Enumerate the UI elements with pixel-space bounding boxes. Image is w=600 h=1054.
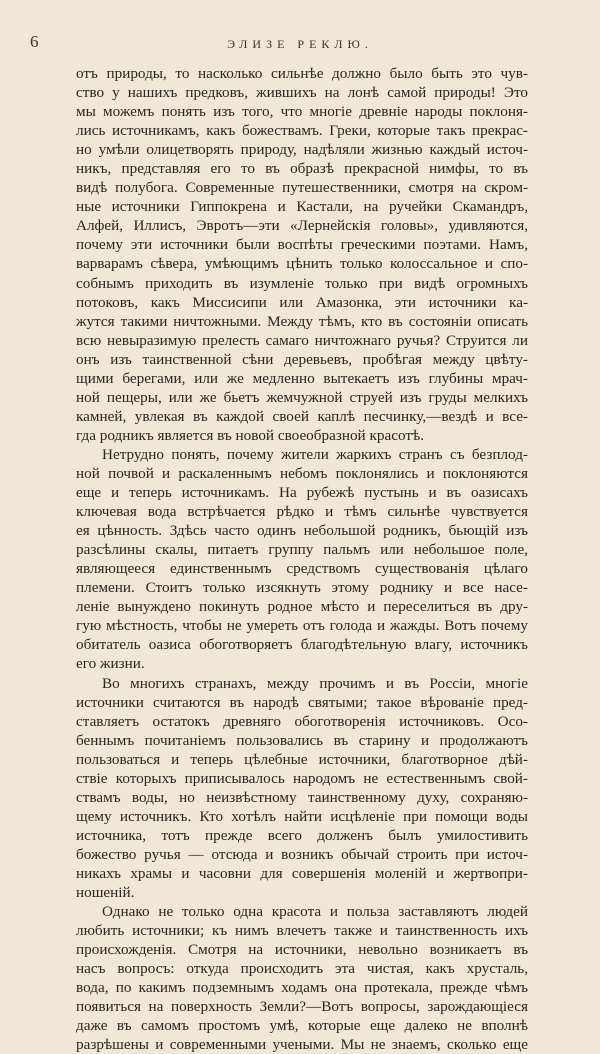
text-line: онъ изъ таинственной сѣни деревьевъ, пробѣгая между цвѣту-	[76, 350, 528, 368]
text-line: почему эти источники были воспѣты греческими поэтами. Намъ,	[76, 236, 528, 254]
text-line: источники считаются въ народѣ святыми; такое вѣрованіе пред-	[76, 693, 528, 711]
running-title: ЭЛИЗЕ РЕКЛЮ.	[227, 37, 373, 51]
text-line: гую мѣстность, чтобы не умереть отъ голода и жажды. Вотъ почему	[76, 617, 528, 635]
text-line: еще и теперь источникамъ. На рубежѣ пустынь и въ оазисахъ	[76, 484, 528, 502]
text-line: источника, тотъ прежде всего долженъ былъ умилостивить	[76, 826, 528, 844]
text-line: являющееся единственнымъ средствомъ существованія цѣлаго	[76, 560, 528, 578]
text-line: Однако не только одна красота и польза заставляютъ людей	[102, 903, 528, 921]
text-line: ствіе которыхъ приписывалось народомъ не естественнымъ свой-	[76, 769, 528, 787]
text-line: ношеній.	[76, 884, 135, 902]
text-line: Алфей, Иллисъ, Эвротъ—эти «Лернейскія головы», удивляются,	[76, 217, 528, 235]
text-line: камней, увлекая въ каждой своей каплѣ песчинку,—вездѣ и все-	[76, 407, 528, 425]
text-line: отъ природы, то насколько сильнѣе должно было быть это чув-	[76, 65, 528, 82]
text-line: разрѣшены и современными учеными. Мы не знаемъ, сколько еще	[76, 1036, 528, 1054]
text-line: его жизни.	[76, 655, 145, 673]
text-line: Во многихъ странахъ, между прочимъ и въ Россіи, многіе	[102, 674, 528, 692]
text-line: видѣ полубога. Современные путешественники, смотря на скром-	[76, 179, 528, 197]
text-line: обитатель оазиса обоготворяетъ благодѣтельную влагу, источникъ	[76, 636, 528, 654]
text-line: вода, по какимъ подземнымъ ходамъ она протекала, прежде чѣмъ	[76, 979, 528, 997]
paragraph	[76, 902, 528, 1054]
text-line: ной почвой и раскаленнымъ небомъ поклонялись и поклоняются	[76, 464, 528, 482]
text-line: любить источники; къ нимъ влечетъ также и таинственность ихъ	[76, 922, 528, 940]
text-line: лись источникамъ, какъ божествамъ. Греки, которые такъ прекрас-	[76, 122, 528, 140]
text-line: но умѣли олицетворять природу, надѣляли жизнью каждый источ-	[76, 141, 528, 159]
text-line: всю невыразимую прелесть самаго ничтожнаго ручья? Струится ли	[76, 331, 528, 349]
text-line: пользоваться и теперь цѣлебные источники, благотворное дѣй-	[76, 750, 528, 768]
text-line: потоковъ, какъ Миссисипи или Амазонка, эти источники ка-	[76, 293, 528, 311]
text-line: собнымъ приходить въ изумленіе только при видѣ огромныхъ	[76, 274, 528, 292]
text-line: жутся такими ничтожными. Между тѣмъ, кто въ состояніи описать	[76, 312, 528, 330]
text-line: племени. Стоитъ только изсякнуть этому роднику и все насе-	[76, 579, 528, 597]
text-line: ея цѣнность. Здѣсь часто одинъ небольшой родникъ, бьющій изъ	[76, 522, 528, 540]
text-line: ные источники Гиппокрена и Кастали, на ручейки Скамандръ,	[76, 198, 528, 216]
body-text	[76, 64, 528, 1054]
text-line: варварамъ сѣвера, умѣющимъ цѣнить только колоссальное и спо-	[76, 255, 528, 273]
text-line: происхожденія. Смотря на источники, невольно возникаетъ въ	[76, 941, 528, 959]
text-line: ствамъ воды, но неизвѣстному таинственному духу, сохраняю-	[76, 788, 528, 806]
text-line: щими берегами, или же медленно вытекаетъ изъ глубины мрач-	[76, 369, 528, 387]
page-number: 6	[30, 32, 39, 51]
text-line: ной пещеры, или же бьетъ жемчужной струей изъ груды мелкихъ	[76, 388, 528, 406]
text-line: появиться на поверхность Земли?—Вотъ вопросы, зарождающіеся	[76, 998, 528, 1016]
paragraph	[76, 445, 528, 674]
text-line: даже въ самомъ простомъ умѣ, которые еще далеко не вполнѣ	[76, 1017, 528, 1035]
text-line: ключевая вода встрѣчается рѣдко и тѣмъ сильнѣе чувствуется	[76, 503, 528, 521]
text-line: гда родникъ является въ новой своеобразной красотѣ.	[76, 426, 425, 444]
text-line: разсѣлины скалы, питаетъ группу пальмъ или небольшое поле,	[76, 541, 528, 559]
text-line: никахъ храмы и часовни для совершенія моленій и жертвопри-	[76, 864, 528, 882]
text-line: беннымъ почитаніемъ пользовались въ старину и продолжаютъ	[76, 731, 528, 749]
paragraph	[76, 64, 528, 445]
text-line: никъ, представляя его то въ образѣ прекрасной нимфы, то въ	[76, 160, 528, 178]
text-line: Нетрудно понять, почему жители жаркихъ странъ съ безплод-	[102, 445, 528, 463]
text-line: мы можемъ понять изъ того, что многіе древніе народы поклоня-	[76, 103, 528, 121]
paragraph	[76, 674, 528, 903]
text-line: ставляетъ остатокъ древняго обоготворенія источниковъ. Осо-	[76, 712, 528, 730]
text-line: насъ вопросъ: откуда происходитъ эта чистая, какъ хрусталь,	[76, 960, 528, 978]
text-line: ство у нашихъ предковъ, жившихъ на лонѣ самой природы! Это	[76, 84, 528, 102]
text-line: щему источникъ. Кто хотѣлъ найти исцѣленіе при помощи воды	[76, 807, 528, 825]
text-line: божество ручья — отсюда и возникъ обычай строить при источ-	[76, 845, 528, 863]
text-line: леніе вынуждено покинуть родное мѣсто и переселиться въ дру-	[76, 598, 528, 616]
